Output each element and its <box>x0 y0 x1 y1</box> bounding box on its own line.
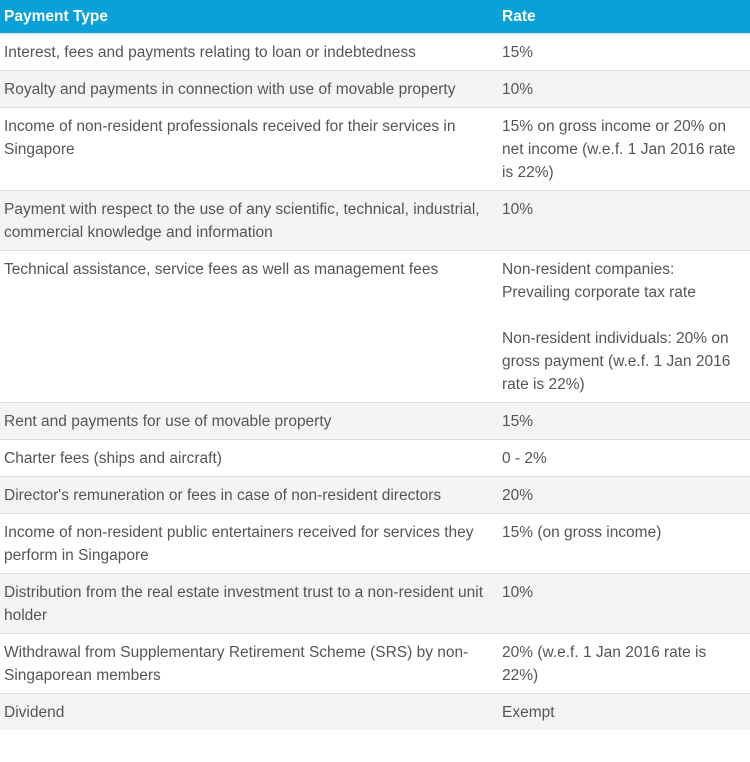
payment-type-cell: Withdrawal from Supplementary Retirement Scheme (SRS) by non-Singaporean members <box>0 634 498 694</box>
rate-cell <box>498 251 750 403</box>
rate-cell <box>498 514 750 574</box>
rate-cell <box>498 440 750 477</box>
table-row <box>0 191 750 251</box>
payment-type-cell: Rent and payments for use of movable property <box>0 403 498 440</box>
header-rate: Rate <box>498 0 750 34</box>
rate-cell <box>498 477 750 514</box>
payment-type-cell: Dividend <box>0 694 498 731</box>
rate-cell <box>498 108 750 191</box>
table-row <box>0 251 750 403</box>
rate-value: 0 - 2% <box>502 450 547 467</box>
table-row <box>0 403 750 440</box>
table-row <box>0 477 750 514</box>
rate-value: 15% <box>502 413 534 430</box>
rate-value: 20% (w.e.f. 1 Jan 2016 rate is 22%) <box>502 644 707 684</box>
rate-value: Exempt <box>502 704 555 721</box>
payment-type-cell: Charter fees (ships and aircraft) <box>0 440 498 477</box>
table-row <box>0 71 750 108</box>
rate-cell <box>498 403 750 440</box>
rate-value-individuals: Non-resident individuals: 20% on gross payment (w.e.f. 1 Jan 2016 rate is 22%) <box>502 330 731 393</box>
header-payment-type: Payment Type <box>0 0 498 34</box>
rate-value: 15% (on gross income) <box>502 524 662 541</box>
rate-cell <box>498 574 750 634</box>
rate-spacer <box>502 304 746 327</box>
payment-type-cell: Director's remuneration or fees in case of non-resident directors <box>0 477 498 514</box>
payment-type-cell: Royalty and payments in connection with use of movable property <box>0 71 498 108</box>
payment-type-cell: Payment with respect to the use of any scientific, technical, industrial, commercial knowledge and information <box>0 191 498 251</box>
rate-value: 10% <box>502 584 534 601</box>
rate-value: 10% <box>502 81 534 98</box>
table-row <box>0 440 750 477</box>
rate-cell <box>498 71 750 108</box>
table-row <box>0 514 750 574</box>
table-row <box>0 634 750 694</box>
payment-type-cell: Income of non-resident professionals received for their services in Singapore <box>0 108 498 191</box>
rate-cell <box>498 694 750 731</box>
rate-value: 10% <box>502 201 534 218</box>
rate-value: 15% on gross income or 20% on net income (w.e.f. 1 Jan 2016 rate is 22%) <box>502 118 736 181</box>
rate-cell <box>498 634 750 694</box>
payment-type-cell: Distribution from the real estate investment trust to a non-resident unit holder <box>0 574 498 634</box>
table-row <box>0 108 750 191</box>
rate-cell <box>498 191 750 251</box>
payment-type-cell: Income of non-resident public entertainers received for services they perform in Singapore <box>0 514 498 574</box>
rate-cell <box>498 34 750 71</box>
rate-value: 20% <box>502 487 534 504</box>
table-row <box>0 34 750 71</box>
table-row <box>0 574 750 634</box>
rate-value: 15% <box>502 44 534 61</box>
payment-type-cell: Technical assistance, service fees as well as management fees <box>0 251 498 403</box>
payment-type-cell: Interest, fees and payments relating to loan or indebtedness <box>0 34 498 71</box>
rate-value-companies: Non-resident companies: Prevailing corporate tax rate <box>502 261 696 301</box>
table-header-row <box>0 0 750 34</box>
table-row <box>0 694 750 731</box>
